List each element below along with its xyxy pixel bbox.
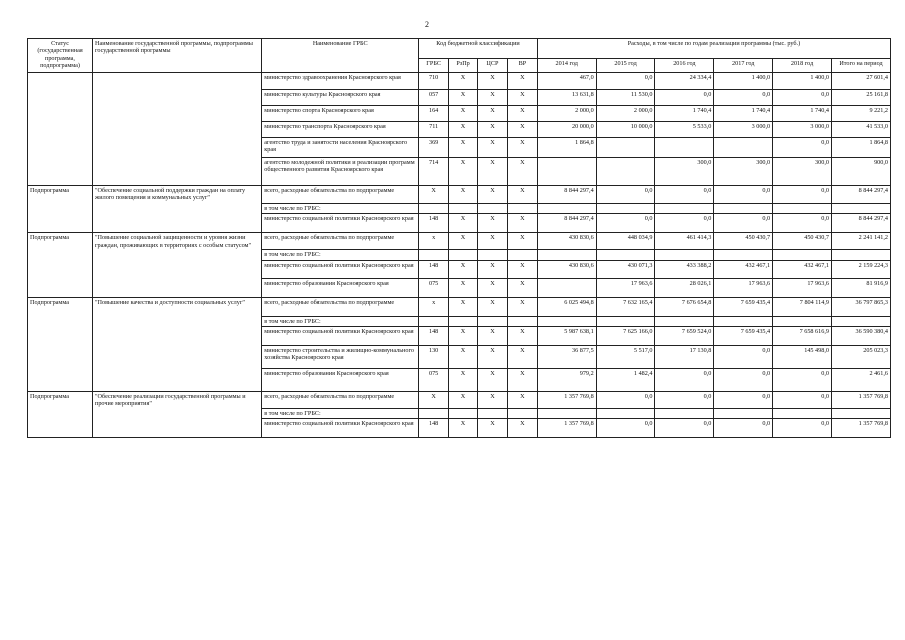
value-total-cell: 1 357 769,8 bbox=[831, 391, 890, 408]
value-2014-cell: 8 844 297,4 bbox=[537, 214, 596, 233]
value-2015-cell: 7 632 165,4 bbox=[596, 297, 655, 316]
value-2017-cell: 300,0 bbox=[714, 158, 773, 186]
grbs-code-cell: 148 bbox=[419, 326, 449, 345]
status-cell: Подпрограмма bbox=[28, 186, 93, 233]
header-col-2017: 2017 год bbox=[714, 59, 773, 73]
value-2016-cell: 0,0 bbox=[655, 90, 714, 106]
value-2015-cell bbox=[596, 158, 655, 186]
header-col-rzpr: РзПр bbox=[449, 59, 478, 73]
value-2017-cell: 1 400,0 bbox=[714, 73, 773, 90]
value-2017-cell: 0,0 bbox=[714, 214, 773, 233]
value-2014-cell: 979,2 bbox=[537, 368, 596, 391]
csr-cell: X bbox=[477, 326, 507, 345]
grbs-code-cell: x bbox=[419, 233, 449, 250]
rzpr-cell: X bbox=[449, 297, 478, 316]
value-2017-cell: 0,0 bbox=[714, 345, 773, 368]
value-2017-cell bbox=[714, 138, 773, 158]
value-total-cell: 8 844 297,4 bbox=[831, 214, 890, 233]
value-2015-cell: 10 000,0 bbox=[596, 122, 655, 138]
rzpr-cell: X bbox=[449, 186, 478, 204]
csr-cell: X bbox=[477, 233, 507, 250]
program-name-cell: "Обеспечение социальной поддержки граждан на оплату жилого помещения и коммунальных услуг" bbox=[93, 186, 262, 233]
grbs-name-cell: в том числе по ГРБС: bbox=[262, 316, 419, 326]
value-2016-cell bbox=[655, 408, 714, 418]
value-2015-cell: 430 071,3 bbox=[596, 260, 655, 278]
header-budget-code: Код бюджетной классификации bbox=[419, 39, 538, 59]
page-number: 2 bbox=[425, 20, 429, 29]
csr-cell bbox=[477, 316, 507, 326]
value-2018-cell: 0,0 bbox=[773, 391, 832, 408]
grbs-name-cell: министерство культуры Красноярского края bbox=[262, 90, 419, 106]
value-2015-cell bbox=[596, 316, 655, 326]
rzpr-cell: X bbox=[449, 214, 478, 233]
table-row bbox=[28, 186, 891, 204]
value-2017-cell: 0,0 bbox=[714, 419, 773, 438]
grbs-code-cell: 711 bbox=[419, 122, 449, 138]
grbs-name-cell: в том числе по ГРБС: bbox=[262, 204, 419, 214]
rzpr-cell bbox=[449, 250, 478, 260]
value-total-cell bbox=[831, 408, 890, 418]
value-2016-cell bbox=[655, 204, 714, 214]
value-total-cell bbox=[831, 316, 890, 326]
value-2015-cell: 17 963,6 bbox=[596, 278, 655, 297]
value-2015-cell: 0,0 bbox=[596, 186, 655, 204]
csr-cell bbox=[477, 204, 507, 214]
csr-cell: X bbox=[477, 106, 507, 122]
value-2014-cell: 1 357 769,8 bbox=[537, 391, 596, 408]
grbs-code-cell: 057 bbox=[419, 90, 449, 106]
grbs-name-cell: министерство социальной политики Красноярского края bbox=[262, 419, 419, 438]
value-2017-cell: 0,0 bbox=[714, 90, 773, 106]
value-total-cell: 1 357 769,8 bbox=[831, 419, 890, 438]
value-2016-cell: 17 130,8 bbox=[655, 345, 714, 368]
value-2014-cell: 1 864,8 bbox=[537, 138, 596, 158]
value-2017-cell: 0,0 bbox=[714, 186, 773, 204]
value-2016-cell: 0,0 bbox=[655, 368, 714, 391]
value-2018-cell: 1 400,0 bbox=[773, 73, 832, 90]
value-2015-cell bbox=[596, 408, 655, 418]
value-2016-cell bbox=[655, 138, 714, 158]
csr-cell: X bbox=[477, 278, 507, 297]
grbs-code-cell: X bbox=[419, 186, 449, 204]
grbs-code-cell: 148 bbox=[419, 260, 449, 278]
value-2015-cell: 0,0 bbox=[596, 391, 655, 408]
value-2014-cell: 430 830,6 bbox=[537, 233, 596, 250]
vr-cell: X bbox=[507, 368, 537, 391]
status-cell: Подпрограмма bbox=[28, 297, 93, 391]
table-row bbox=[28, 297, 891, 316]
rzpr-cell bbox=[449, 204, 478, 214]
value-2018-cell: 0,0 bbox=[773, 90, 832, 106]
grbs-code-cell bbox=[419, 204, 449, 214]
value-2014-cell bbox=[537, 250, 596, 260]
header-status: Статус (государственная программа, подпрограмма) bbox=[28, 39, 93, 73]
csr-cell bbox=[477, 250, 507, 260]
value-2014-cell: 6 025 494,8 bbox=[537, 297, 596, 316]
value-2017-cell: 0,0 bbox=[714, 368, 773, 391]
value-total-cell bbox=[831, 250, 890, 260]
value-2017-cell bbox=[714, 408, 773, 418]
value-2014-cell: 1 357 769,8 bbox=[537, 419, 596, 438]
value-2018-cell bbox=[773, 316, 832, 326]
program-name-cell: "Повышение социальной защищенности и уровня жизни граждан, проживающих в территориях с особым статусом" bbox=[93, 233, 262, 297]
vr-cell: X bbox=[507, 345, 537, 368]
value-2018-cell: 0,0 bbox=[773, 214, 832, 233]
value-2016-cell: 300,0 bbox=[655, 158, 714, 186]
grbs-name-cell: министерство социальной политики Красноярского края bbox=[262, 260, 419, 278]
value-total-cell: 205 023,3 bbox=[831, 345, 890, 368]
value-total-cell: 2 461,6 bbox=[831, 368, 890, 391]
value-2016-cell: 7 676 654,8 bbox=[655, 297, 714, 316]
budget-table bbox=[27, 38, 891, 438]
value-2015-cell: 5 517,0 bbox=[596, 345, 655, 368]
grbs-name-cell: всего, расходные обязательства по подпрограмме bbox=[262, 186, 419, 204]
grbs-name-cell: агентство труда и занятости населения Красноярского края bbox=[262, 138, 419, 158]
value-2016-cell: 0,0 bbox=[655, 186, 714, 204]
table-row bbox=[28, 391, 891, 408]
value-2018-cell: 300,0 bbox=[773, 158, 832, 186]
grbs-code-cell: 714 bbox=[419, 158, 449, 186]
value-2015-cell: 1 482,4 bbox=[596, 368, 655, 391]
value-2015-cell: 11 530,0 bbox=[596, 90, 655, 106]
vr-cell bbox=[507, 408, 537, 418]
value-2014-cell: 467,0 bbox=[537, 73, 596, 90]
program-name-cell: "Обеспечение реализации государственной программы и прочие мероприятия" bbox=[93, 391, 262, 437]
value-2017-cell: 432 467,1 bbox=[714, 260, 773, 278]
value-2015-cell: 2 000,0 bbox=[596, 106, 655, 122]
grbs-name-cell: всего, расходные обязательства по подпрограмме bbox=[262, 391, 419, 408]
table-row bbox=[28, 233, 891, 250]
header-grbs-name: Наименование ГРБС bbox=[262, 39, 419, 73]
value-2014-cell bbox=[537, 316, 596, 326]
value-2018-cell: 3 000,0 bbox=[773, 122, 832, 138]
header-col-grbs: ГРБС bbox=[419, 59, 449, 73]
value-2018-cell: 450 430,7 bbox=[773, 233, 832, 250]
grbs-code-cell: 075 bbox=[419, 278, 449, 297]
value-2017-cell: 7 659 435,4 bbox=[714, 297, 773, 316]
rzpr-cell: X bbox=[449, 90, 478, 106]
value-2016-cell: 28 026,1 bbox=[655, 278, 714, 297]
value-2018-cell bbox=[773, 204, 832, 214]
value-2015-cell: 0,0 bbox=[596, 419, 655, 438]
vr-cell: X bbox=[507, 391, 537, 408]
csr-cell: X bbox=[477, 90, 507, 106]
value-2018-cell: 0,0 bbox=[773, 368, 832, 391]
csr-cell: X bbox=[477, 122, 507, 138]
grbs-name-cell: министерство образования Красноярского края bbox=[262, 278, 419, 297]
vr-cell: X bbox=[507, 260, 537, 278]
header-col-2016: 2016 год bbox=[655, 59, 714, 73]
value-total-cell: 900,0 bbox=[831, 158, 890, 186]
grbs-code-cell: 075 bbox=[419, 368, 449, 391]
value-2018-cell bbox=[773, 408, 832, 418]
value-2016-cell bbox=[655, 316, 714, 326]
value-total-cell: 41 533,0 bbox=[831, 122, 890, 138]
value-2015-cell: 448 034,9 bbox=[596, 233, 655, 250]
value-2017-cell: 0,0 bbox=[714, 391, 773, 408]
program-name-cell: "Повышение качества и доступности социальных услуг" bbox=[93, 297, 262, 391]
grbs-code-cell bbox=[419, 250, 449, 260]
rzpr-cell bbox=[449, 316, 478, 326]
grbs-name-cell: министерство социальной политики Красноярского края bbox=[262, 214, 419, 233]
value-2014-cell bbox=[537, 278, 596, 297]
value-total-cell: 1 864,8 bbox=[831, 138, 890, 158]
value-2018-cell: 0,0 bbox=[773, 419, 832, 438]
grbs-name-cell: министерство строительства и жилищно-коммунального хозяйства Красноярского края bbox=[262, 345, 419, 368]
grbs-code-cell: 130 bbox=[419, 345, 449, 368]
value-2017-cell bbox=[714, 204, 773, 214]
value-2017-cell: 1 740,4 bbox=[714, 106, 773, 122]
value-2014-cell: 5 987 638,1 bbox=[537, 326, 596, 345]
csr-cell: X bbox=[477, 186, 507, 204]
value-2014-cell: 430 830,6 bbox=[537, 260, 596, 278]
value-2016-cell: 24 334,4 bbox=[655, 73, 714, 90]
grbs-code-cell: x bbox=[419, 297, 449, 316]
grbs-code-cell: 710 bbox=[419, 73, 449, 90]
value-2014-cell bbox=[537, 408, 596, 418]
csr-cell: X bbox=[477, 368, 507, 391]
value-2016-cell: 433 388,2 bbox=[655, 260, 714, 278]
value-total-cell bbox=[831, 204, 890, 214]
csr-cell: X bbox=[477, 138, 507, 158]
value-2017-cell: 17 963,6 bbox=[714, 278, 773, 297]
header-col-2018: 2018 год bbox=[773, 59, 832, 73]
value-2015-cell bbox=[596, 138, 655, 158]
vr-cell bbox=[507, 204, 537, 214]
value-2014-cell bbox=[537, 204, 596, 214]
vr-cell bbox=[507, 316, 537, 326]
vr-cell: X bbox=[507, 122, 537, 138]
value-total-cell: 36 797 865,3 bbox=[831, 297, 890, 316]
header-col-csr: ЦСР bbox=[477, 59, 507, 73]
grbs-code-cell: 148 bbox=[419, 419, 449, 438]
csr-cell: X bbox=[477, 158, 507, 186]
rzpr-cell: X bbox=[449, 138, 478, 158]
value-total-cell: 2 241 141,2 bbox=[831, 233, 890, 250]
vr-cell: X bbox=[507, 90, 537, 106]
grbs-name-cell: министерство социальной политики Красноярского края bbox=[262, 326, 419, 345]
value-2018-cell: 0,0 bbox=[773, 138, 832, 158]
grbs-name-cell: в том числе по ГРБС: bbox=[262, 250, 419, 260]
header-expenses: Расходы, в том числе по годам реализации программы (тыс. руб.) bbox=[537, 39, 890, 59]
csr-cell: X bbox=[477, 345, 507, 368]
csr-cell: X bbox=[477, 260, 507, 278]
value-2015-cell: 7 625 166,0 bbox=[596, 326, 655, 345]
value-2018-cell: 7 804 114,9 bbox=[773, 297, 832, 316]
value-2017-cell: 450 430,7 bbox=[714, 233, 773, 250]
grbs-name-cell: министерство здравоохранения Красноярского края bbox=[262, 73, 419, 90]
grbs-code-cell: X bbox=[419, 391, 449, 408]
rzpr-cell: X bbox=[449, 260, 478, 278]
value-total-cell: 36 590 380,4 bbox=[831, 326, 890, 345]
value-2014-cell: 8 844 297,4 bbox=[537, 186, 596, 204]
value-2017-cell bbox=[714, 316, 773, 326]
rzpr-cell: X bbox=[449, 278, 478, 297]
value-total-cell: 81 916,9 bbox=[831, 278, 890, 297]
rzpr-cell bbox=[449, 408, 478, 418]
value-total-cell: 2 159 224,3 bbox=[831, 260, 890, 278]
table-row bbox=[28, 73, 891, 90]
value-2016-cell: 1 740,4 bbox=[655, 106, 714, 122]
value-2015-cell: 0,0 bbox=[596, 73, 655, 90]
rzpr-cell: X bbox=[449, 73, 478, 90]
value-2018-cell: 0,0 bbox=[773, 186, 832, 204]
value-total-cell: 9 221,2 bbox=[831, 106, 890, 122]
vr-cell: X bbox=[507, 278, 537, 297]
rzpr-cell: X bbox=[449, 391, 478, 408]
grbs-name-cell: агентство молодежной политики и реализации программ общественного развития Красноярского края bbox=[262, 158, 419, 186]
value-total-cell: 25 161,8 bbox=[831, 90, 890, 106]
vr-cell: X bbox=[507, 158, 537, 186]
vr-cell: X bbox=[507, 73, 537, 90]
grbs-name-cell: министерство транспорта Красноярского края bbox=[262, 122, 419, 138]
grbs-code-cell: 369 bbox=[419, 138, 449, 158]
rzpr-cell: X bbox=[449, 419, 478, 438]
grbs-name-cell: всего, расходные обязательства по подпрограмме bbox=[262, 297, 419, 316]
value-2018-cell bbox=[773, 250, 832, 260]
vr-cell: X bbox=[507, 326, 537, 345]
value-2014-cell: 36 877,5 bbox=[537, 345, 596, 368]
csr-cell: X bbox=[477, 297, 507, 316]
value-2016-cell: 7 659 524,0 bbox=[655, 326, 714, 345]
value-2018-cell: 432 467,1 bbox=[773, 260, 832, 278]
value-2015-cell bbox=[596, 204, 655, 214]
grbs-name-cell: министерство образования Красноярского края bbox=[262, 368, 419, 391]
value-total-cell: 27 601,4 bbox=[831, 73, 890, 90]
header-col-total: Итого на период bbox=[831, 59, 890, 73]
status-cell bbox=[28, 73, 93, 186]
grbs-code-cell: 164 bbox=[419, 106, 449, 122]
value-2016-cell bbox=[655, 250, 714, 260]
value-2018-cell: 145 498,0 bbox=[773, 345, 832, 368]
value-2018-cell: 1 740,4 bbox=[773, 106, 832, 122]
value-2016-cell: 0,0 bbox=[655, 214, 714, 233]
vr-cell: X bbox=[507, 419, 537, 438]
header-col-2015: 2015 год bbox=[596, 59, 655, 73]
value-2017-cell: 7 659 435,4 bbox=[714, 326, 773, 345]
value-total-cell: 8 844 297,4 bbox=[831, 186, 890, 204]
value-2016-cell: 461 414,3 bbox=[655, 233, 714, 250]
vr-cell: X bbox=[507, 106, 537, 122]
grbs-code-cell: 148 bbox=[419, 214, 449, 233]
value-2015-cell bbox=[596, 250, 655, 260]
grbs-name-cell: всего, расходные обязательства по подпрограмме bbox=[262, 233, 419, 250]
vr-cell: X bbox=[507, 297, 537, 316]
rzpr-cell: X bbox=[449, 106, 478, 122]
csr-cell: X bbox=[477, 214, 507, 233]
vr-cell: X bbox=[507, 186, 537, 204]
program-name-cell bbox=[93, 73, 262, 186]
value-2018-cell: 17 963,6 bbox=[773, 278, 832, 297]
value-2017-cell: 3 000,0 bbox=[714, 122, 773, 138]
status-cell: Подпрограмма bbox=[28, 391, 93, 437]
vr-cell: X bbox=[507, 233, 537, 250]
header-col-vr: ВР bbox=[507, 59, 537, 73]
rzpr-cell: X bbox=[449, 233, 478, 250]
value-2016-cell: 5 533,0 bbox=[655, 122, 714, 138]
grbs-code-cell bbox=[419, 316, 449, 326]
grbs-name-cell: министерство спорта Красноярского края bbox=[262, 106, 419, 122]
header-col-2014: 2014 год bbox=[537, 59, 596, 73]
vr-cell: X bbox=[507, 138, 537, 158]
grbs-name-cell: в том числе по ГРБС: bbox=[262, 408, 419, 418]
value-2016-cell: 0,0 bbox=[655, 391, 714, 408]
rzpr-cell: X bbox=[449, 122, 478, 138]
status-cell: Подпрограмма bbox=[28, 233, 93, 297]
value-2015-cell: 0,0 bbox=[596, 214, 655, 233]
csr-cell bbox=[477, 408, 507, 418]
rzpr-cell: X bbox=[449, 368, 478, 391]
rzpr-cell: X bbox=[449, 345, 478, 368]
grbs-code-cell bbox=[419, 408, 449, 418]
value-2014-cell bbox=[537, 158, 596, 186]
vr-cell bbox=[507, 250, 537, 260]
value-2018-cell: 7 658 616,9 bbox=[773, 326, 832, 345]
csr-cell: X bbox=[477, 391, 507, 408]
value-2017-cell bbox=[714, 250, 773, 260]
value-2016-cell: 0,0 bbox=[655, 419, 714, 438]
csr-cell: X bbox=[477, 73, 507, 90]
header-program-name: Наименование государственной программы, подпрограммы государственной программы bbox=[93, 39, 262, 73]
value-2014-cell: 2 000,0 bbox=[537, 106, 596, 122]
rzpr-cell: X bbox=[449, 158, 478, 186]
vr-cell: X bbox=[507, 214, 537, 233]
rzpr-cell: X bbox=[449, 326, 478, 345]
value-2014-cell: 13 631,8 bbox=[537, 90, 596, 106]
value-2014-cell: 20 000,0 bbox=[537, 122, 596, 138]
csr-cell: X bbox=[477, 419, 507, 438]
